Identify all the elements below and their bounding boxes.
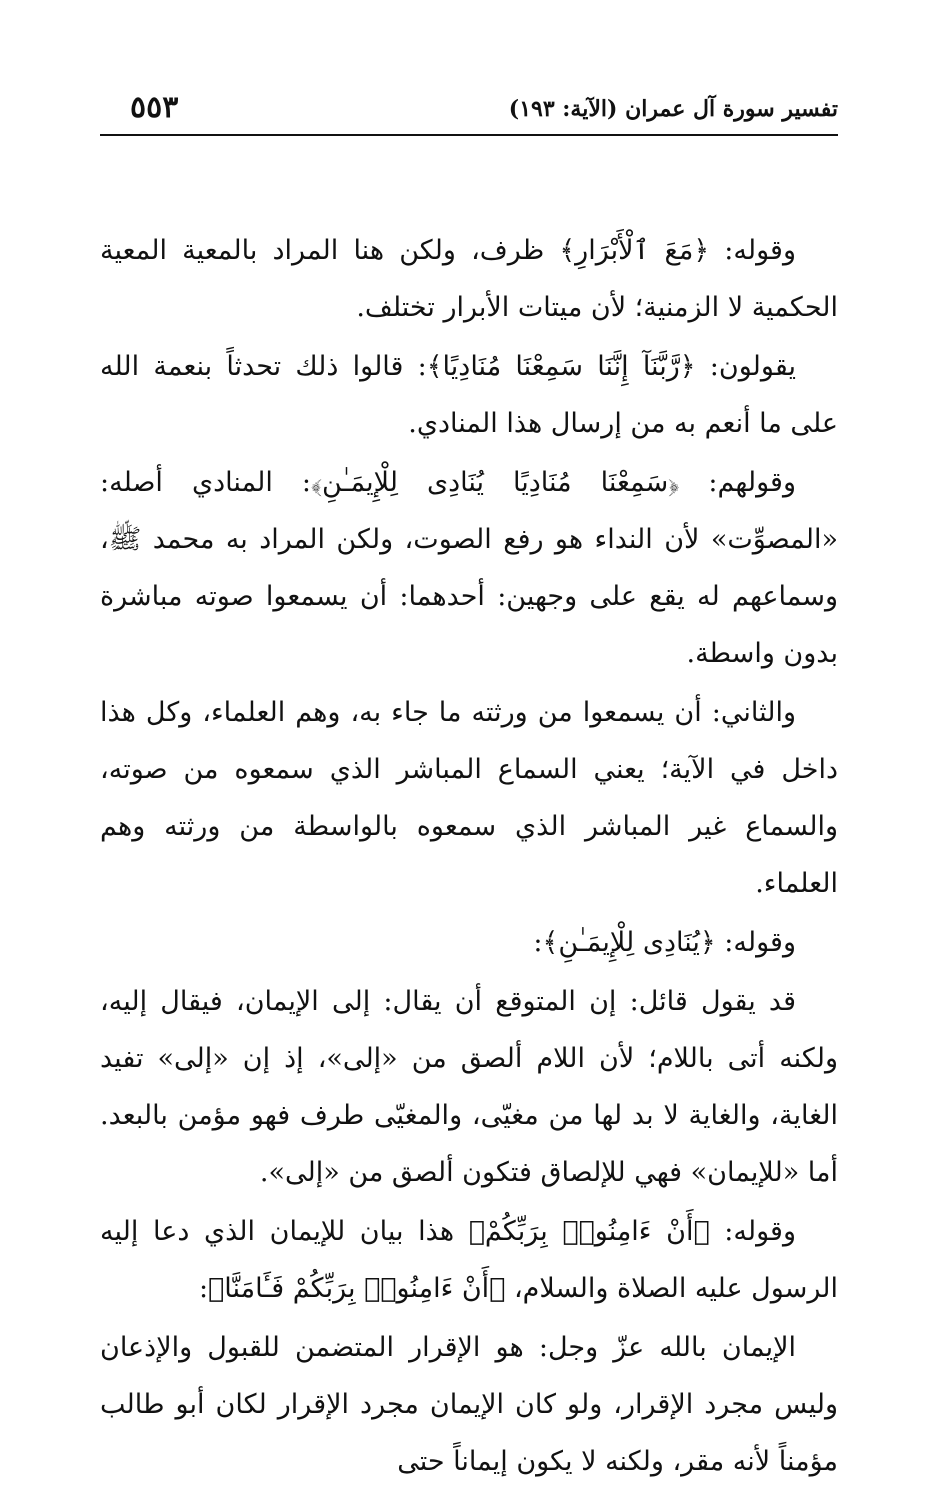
page-body xyxy=(100,222,838,1490)
paragraph-text: قد يقول قائل: إن المتوقع أن يقال: إلى الإيمان، فيقال إليه، ولكنه أتى باللام؛ لأن اللام ألصق من «إلى»، إذ إن «إلى» تفيد الغاية، والغاية لا بد لها من مغيّى، والمغيّى طرف فهو مؤمن بالبعد. أما «للإيمان» فهي للإلصاق فتكون ألصق من «إلى». xyxy=(100,986,838,1188)
paragraph-6 xyxy=(100,973,838,1201)
paragraph-text: وقوله: ﴿يُنَادِى لِلْإِيمَـٰنِ﴾: xyxy=(533,927,796,958)
paragraph-text: وقوله: ﴿أَنْ ءَامِنُوا۟ بِرَبِّكُمْ﴾ هذا بيان للإيمان الذي دعا إليه الرسول عليه الصلاة والسلام، ﴿أَنْ ءَامِنُوا۟ بِرَبِّكُمْ فَـَٔامَنَّا﴾: xyxy=(100,1216,838,1304)
header-rule xyxy=(100,134,838,136)
paragraph-5 xyxy=(100,914,838,971)
paragraph-8 xyxy=(100,1319,838,1490)
paragraph-text: الإيمان بالله عزّ وجل: هو الإقرار المتضمن للقبول والإذعان وليس مجرد الإقرار، ولو كان الإيمان مجرد الإقرار لكان أبو طالب مؤمناً لأنه مقر، ولكنه لا يكون إيماناً حتى xyxy=(100,1332,838,1477)
paragraph-7 xyxy=(100,1203,838,1317)
page-header xyxy=(100,82,838,132)
paragraph-2 xyxy=(100,338,838,452)
running-title: تفسير سورة آل عمران (الآية: ١٩٣) xyxy=(508,96,838,122)
paragraph-1 xyxy=(100,222,838,336)
paragraph-4 xyxy=(100,684,838,912)
paragraph-text: والثاني: أن يسمعوا من ورثته ما جاء به، وهم العلماء، وكل هذا داخل في الآية؛ يعني السماع المباشر الذي سمعوه من صوته، والسماع غير المباشر الذي سمعوه بالواسطة من ورثته وهم العلماء. xyxy=(100,697,838,899)
paragraph-3 xyxy=(100,454,838,682)
page-number: ٥٥٣ xyxy=(130,90,179,125)
paragraph-text: وقوله: ﴿مَعَ ٱلْأَبْرَارِ﴾ ظرف، ولكن هنا المراد بالمعية المعية الحكمية لا الزمنية؛ لأن ميتات الأبرار تختلف. xyxy=(100,235,838,323)
book-page xyxy=(100,82,838,1490)
paragraph-text: وقولهم: ﴿سَمِعْنَا مُنَادِيًا يُنَادِى لِلْإِيمَـٰنِ﴾: المنادي أصله: «المصوِّت» لأن النداء هو رفع الصوت، ولكن المراد به محمد ﷺ، وسماعهم له يقع على وجهين: أحدهما: أن يسمعوا صوته مباشرة بدون واسطة. xyxy=(100,467,838,669)
paragraph-text: يقولون: ﴿رَّبَّنَآ إِنَّنَا سَمِعْنَا مُنَادِيًا﴾: قالوا ذلك تحدثاً بنعمة الله على ما أنعم به من إرسال هذا المنادي. xyxy=(100,351,838,439)
